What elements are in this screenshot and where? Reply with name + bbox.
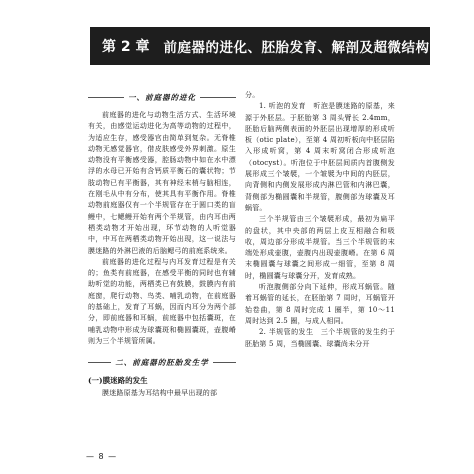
paragraph: 1. 听泡的发育 听泡是膜迷路的原基，来源于外胚层。于胚胎第 3 周头臂长 2.4mm，胚胎后脑两侧表面的外胚层出现增厚的形成听板（otic plate），至第 4 周初听板向中胚层陷入形成听窝，第 4 周末听窝闭合形成听泡（otocyst）。听泡位于中胚层间质内首腹侧发展形成三个皱襞，一个皱襞为中间的内胚层，向背侧和内侧发展形成内淋巴管和内淋巴囊，背侧部为椭圆囊和半规管，腹侧部为球囊及耳蜗管。: [245, 102, 395, 212]
section-heading-2: 二、前庭器的胚胎发生学: [111, 357, 213, 368]
chapter-title: 前庭器的进化、胚胎发育、解剖及超微结构: [163, 40, 430, 56]
subsection-heading: (一)膜迷路的发生: [88, 376, 148, 386]
section-heading-rule: [88, 355, 236, 369]
section-heading-1: 一、前庭器的进化: [124, 92, 200, 103]
section-heading-rule: [88, 90, 236, 104]
paragraph: 前庭器的进化过程与内耳发育过程是有关的；鱼类有前庭器，在感受平衡的同时也有辅助听觉的功能，两栖类已有鼓膜，鼓膜内有前庭窗，爬行动物、鸟类、哺乳动物，在前庭器的基础上，发育了耳蜗，因而内耳分为两个部分，即前庭器和耳蜗，前庭器中包括囊斑，在哺乳动物中形成为球囊斑和椭圆囊斑，壶腹嵴则为三个半规管所属。: [88, 257, 236, 345]
paragraph: 膜迷路原基为耳结构中最早出现的部: [102, 389, 218, 398]
paragraph: 三个半规管由三个皱襞形成，最初为扁平的盘状，其中央部的两层上皮互相融合和吸收，周边部分形成半规管。当三个半规管的末端处形成壶腹，壶腹内出现壶腹嵴。在第 6 周末椭圆囊与球囊之间形成一细管，至第 8 周时，椭圆囊与球囊分开，发育成熟。: [245, 215, 395, 280]
left-column: [88, 90, 236, 400]
paragraph: 听泡腹侧部分向下延伸，形成耳蜗管。随着耳蜗管的延长，在胚胎第 7 周时，耳蜗管开始卷曲，第 8 周时完成 1 圈半，第 10～11 周时达到 2.5 圈，与成人相同。: [245, 283, 395, 325]
page-number: — 8 —: [86, 452, 118, 461]
right-column: [245, 90, 395, 350]
paragraph-continuation: 分。: [245, 91, 260, 99]
chapter-header: [90, 27, 430, 65]
paragraph: 前庭器的进化与动物生活方式、生活环境有关，由感觉运动进化为高等动物的过程中，为适应生存，感受器官由简单到复杂。无脊椎动物无感觉器官，借皮肤感受外界刺激。原生动物没有平衡感受器，腔肠动物中如在水中漂浮的水母已开始有含钙质平衡石的囊状物；节肢动物已有平衡器，其有神经末梢与脑相连，在刚毛从中有分布，使其具有平衡作用。脊椎动物前庭器仅有一个半规管存在于圆口类的盲鳗中，七鳃鳗开始有两个半规管，由内耳由两栖类动物才开始出现，环节动物的人听觉器中，中耳在两栖类动物开始出现，这一说法与膜迷路的外淋巴液的后脑鳃弓的前庭系统来。: [88, 111, 236, 255]
chapter-number: 第 2 章: [102, 39, 150, 55]
paragraph: 2. 半规管的发生 三个半规管的发生约于胚胎第 5 周，当椭圆囊、球囊尚未分开: [245, 328, 395, 348]
